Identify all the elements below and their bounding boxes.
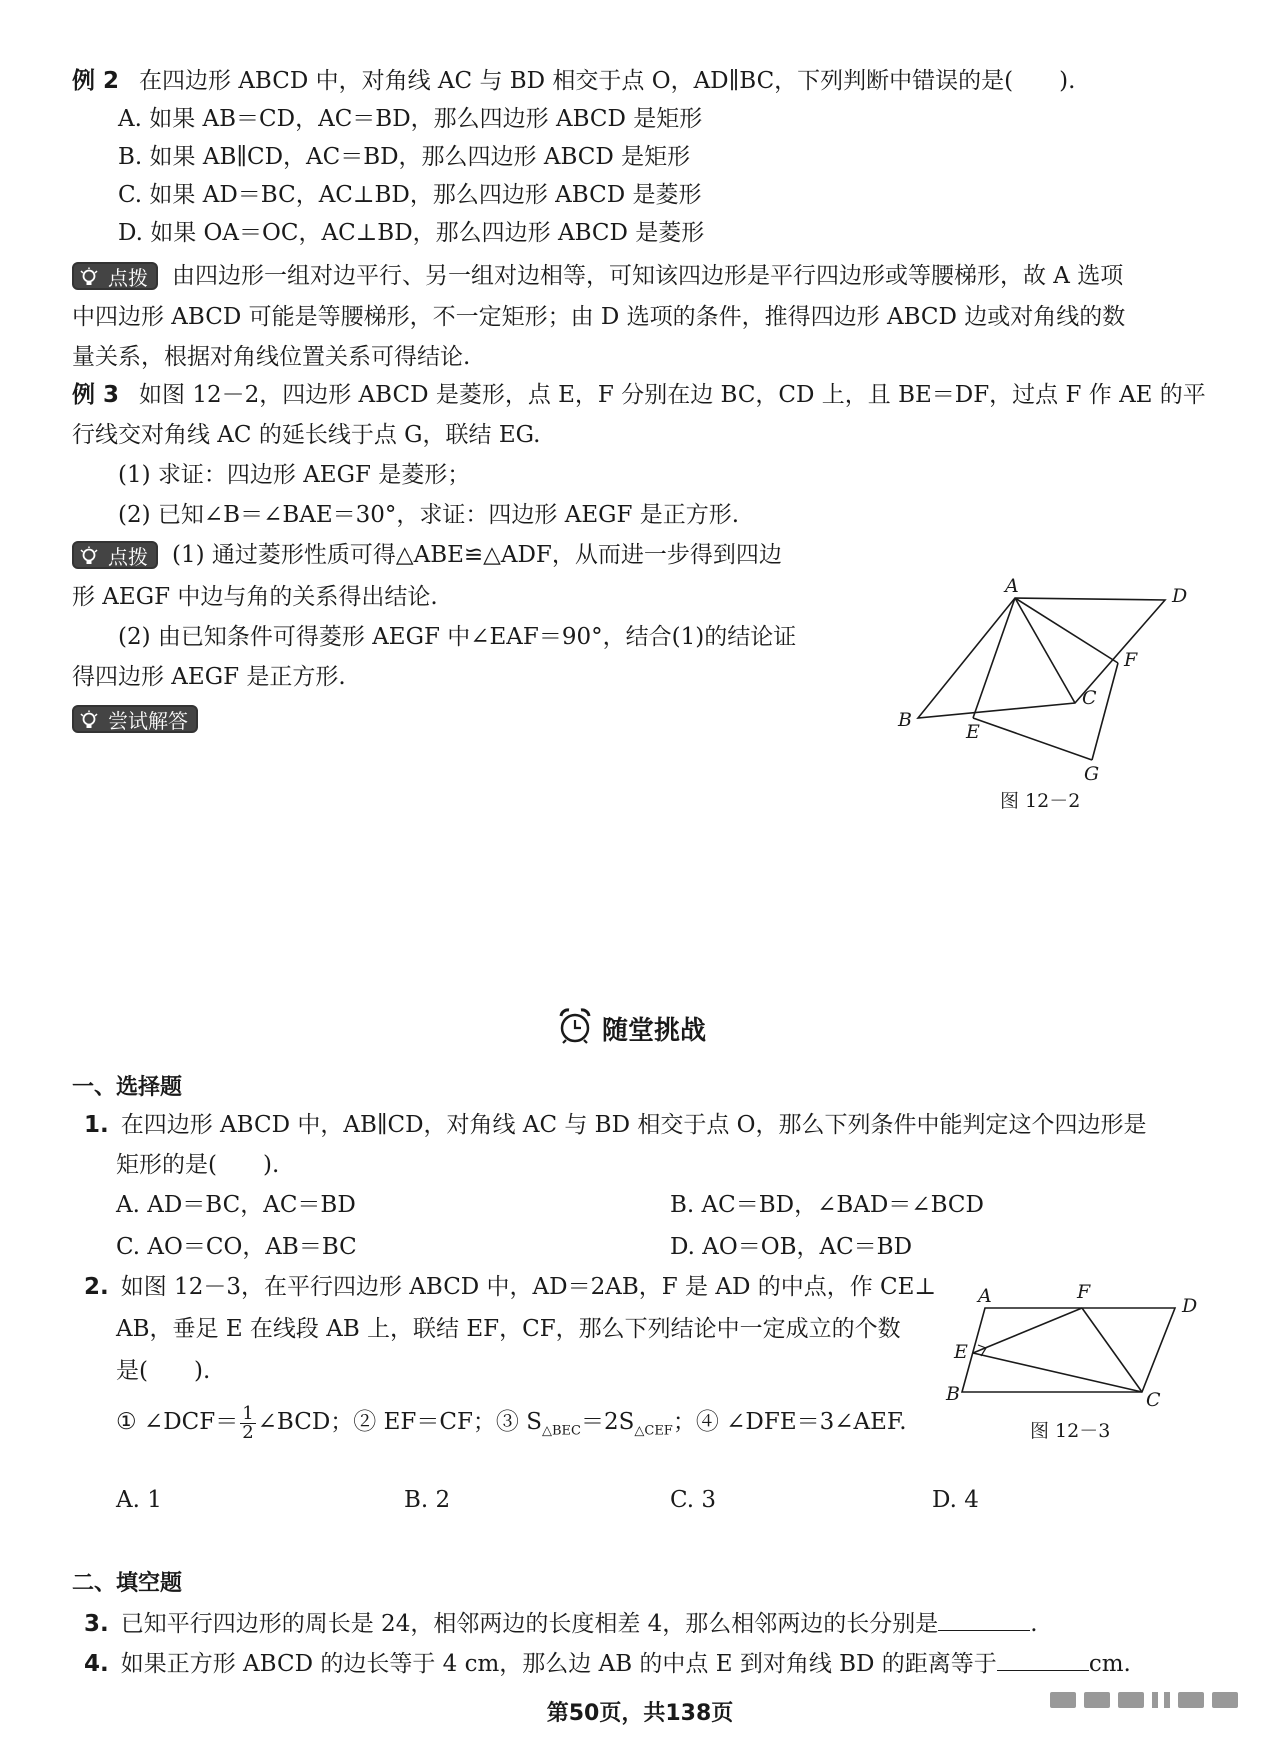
q4-line: 4. 如果正方形 ABCD 的边长等于 4 cm，那么边 AB 的中点 E 到对角线 BD 的距离等于 cm. (84, 1648, 1131, 1679)
example3-part-2: (2) 已知∠B＝∠BAE＝30°，求证：四边形 AEGF 是正方形. (118, 502, 740, 528)
figure-12-3-label-f: F (1077, 1281, 1091, 1303)
q3-line: 3. 已知平行四边形的周长是 24，相邻两边的长度相差 4，那么相邻两边的长分别是 . (84, 1608, 1038, 1639)
figure-12-2 (880, 575, 1210, 790)
q1-option-b: B. AC＝BD，∠BAD＝∠BCD (670, 1192, 984, 1218)
lightbulb-icon (78, 546, 100, 568)
example3-part-1: (1) 求证：四边形 AEGF 是菱形； (118, 462, 471, 488)
figure-12-3-caption: 图 12－3 (1030, 1420, 1111, 1442)
figure-12-3-label-b: B (946, 1383, 960, 1405)
q2-option-b: B. 2 (404, 1487, 451, 1513)
example2-hint-line-2: 中四边形 ABCD 可能是等腰梯形，不一定矩形；由 D 选项的条件，推得四边形 ABCD 边或对角线的数 (72, 304, 1126, 330)
q3-answer-blank[interactable] (938, 1608, 1030, 1631)
q1-line-1: 1. 在四边形 ABCD 中，AB∥CD，对角线 AC 与 BD 相交于点 O，那么下列条件中能判定这个四边形是 (84, 1112, 1147, 1138)
q3-number: 3. (84, 1611, 109, 1637)
figure-12-3-label-a: A (978, 1285, 992, 1307)
challenge-title: 随堂挑战 (602, 1016, 707, 1046)
q1-number: 1. (84, 1112, 109, 1138)
q1-line-2: 矩形的是( ). (116, 1152, 280, 1178)
q2-line-1: 2. 如图 12－3，在平行四边形 ABCD 中，AD＝2AB，F 是 AD 的中点，作 CE⊥ (84, 1274, 937, 1300)
example2-label: 例 2 (72, 68, 120, 94)
figure-12-3-label-c: C (1146, 1389, 1161, 1411)
example3-hint-line-3: (2) 由已知条件可得菱形 AEGF 中∠EAF＝90°，结合(1)的结论证 (118, 624, 797, 650)
figure-12-2-label-c: C (1082, 687, 1097, 709)
section-multiple-choice: 一、选择题 (72, 1075, 183, 1100)
q4-number: 4. (84, 1651, 109, 1677)
example2-option-c: C. 如果 AD＝BC，AC⊥BD，那么四边形 ABCD 是菱形 (118, 182, 702, 208)
example3-question-line-1: 例 3 如图 12－2，四边形 ABCD 是菱形，点 E，F 分别在边 BC，CD 上，且 BE＝DF，过点 F 作 AE 的平 (72, 382, 1206, 408)
example2-option-b: B. 如果 AB∥CD，AC＝BD，那么四边形 ABCD 是矩形 (118, 144, 691, 170)
example3-hint-line-2: 形 AEGF 中边与角的关系得出结论. (72, 584, 438, 610)
fraction-one-half: $\frac{1}{2}$ (242, 1402, 254, 1443)
figure-12-2-label-b: B (898, 709, 912, 731)
example3-hint-line-4: 得四边形 AEGF 是正方形. (72, 664, 346, 690)
example3-hint-badge: 点拨 (72, 541, 158, 569)
figure-12-3-label-e: E (954, 1341, 968, 1363)
figure-12-2-label-f: F (1124, 649, 1138, 671)
q2-option-d: D. 4 (932, 1487, 979, 1513)
q2-number: 2. (84, 1274, 109, 1300)
lightbulb-icon (78, 267, 100, 289)
figure-12-3 (940, 1280, 1200, 1410)
try-answer-badge: 尝试解答 (72, 705, 198, 733)
figure-12-2-label-d: D (1172, 585, 1188, 607)
page-footer: 第50页，共138页 (546, 1701, 734, 1726)
q4-answer-blank[interactable] (997, 1648, 1089, 1671)
example2-hint-line-3: 量关系，根据对角线位置关系可得结论. (72, 344, 471, 370)
alarm-clock-icon (558, 1008, 592, 1044)
example3-hint-line-1: (1) 通过菱形性质可得△ABE≌△ADF，从而进一步得到四边 (172, 542, 782, 568)
example3-label: 例 3 (72, 382, 120, 408)
figure-12-3-label-d: D (1182, 1295, 1198, 1317)
q2-option-c: C. 3 (670, 1487, 717, 1513)
figure-12-2-label-g: G (1084, 763, 1100, 785)
section-fill-blank: 二、填空题 (72, 1571, 183, 1596)
q1-option-d: D. AO＝OB，AC＝BD (670, 1234, 913, 1260)
q2-option-a: A. 1 (116, 1487, 162, 1513)
q2-line-2: AB，垂足 E 在线段 AB 上，联结 EF，CF，那么下列结论中一定成立的个数 (116, 1316, 901, 1342)
lightbulb-icon (78, 710, 100, 732)
example2-question (72, 66, 1075, 96)
scan-watermark-decoration (1050, 1688, 1250, 1710)
figure-12-2-label-a: A (1005, 575, 1019, 597)
example2-question-text: 在四边形 ABCD 中，对角线 AC 与 BD 相交于点 O，AD∥BC，下列判断中错误的是( ). (139, 68, 1076, 94)
figure-12-2-label-e: E (966, 721, 980, 743)
example2-hint-line-1: 由四边形一组对边平行、另一组对边相等，可知该四边形是平行四边形或等腰梯形，故 A 选项 (172, 263, 1124, 289)
q1-option-a: A. AD＝BC，AC＝BD (116, 1192, 356, 1218)
q2-statements: ① ∠DCF＝ $\frac{1}{2}$ ∠BCD；② EF＝CF；③ $S_{\triangle BEC}=2S_{\triangle CEF}$；④ ∠DFE＝3∠AEF. (116, 1402, 907, 1443)
example2-option-d: D. 如果 OA＝OC，AC⊥BD，那么四边形 ABCD 是菱形 (118, 220, 705, 246)
example2-option-a: A. 如果 AB＝CD，AC＝BD，那么四边形 ABCD 是矩形 (118, 106, 703, 132)
q2-line-3: 是( ). (116, 1358, 211, 1384)
q1-option-c: C. AO＝CO，AB＝BC (116, 1234, 357, 1260)
figure-12-2-caption: 图 12－2 (1000, 790, 1081, 812)
example3-question-line-2: 行线交对角线 AC 的延长线于点 G，联结 EG. (72, 422, 541, 448)
example2-hint-badge: 点拨 (72, 262, 158, 290)
